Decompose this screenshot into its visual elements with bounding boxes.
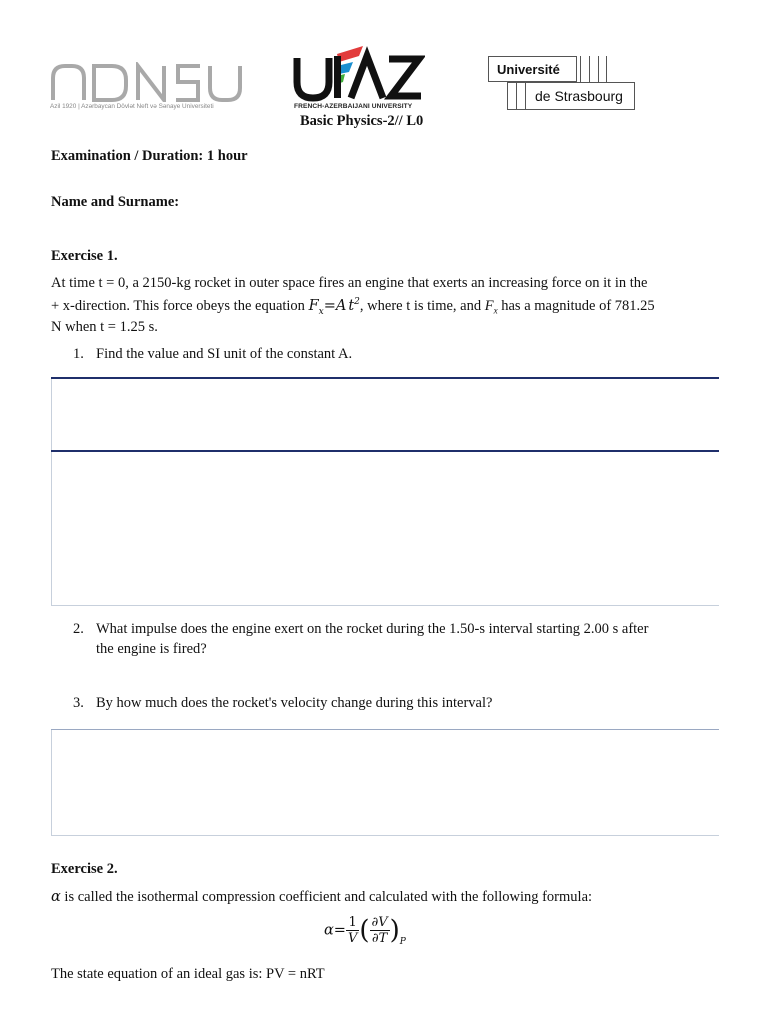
question2-text-line2: the engine is fired? [96,641,207,657]
eq-symbol: A [335,297,347,314]
right-paren: ) [389,915,400,946]
strasbourg-line1: Université [488,56,577,82]
question3-text: By how much does the rocket's velocity change during this interval? [96,695,493,711]
numerator: ∂V [371,915,388,930]
exercise2-intro [51,889,592,906]
ufaz-wordmark-graphic [293,44,425,102]
question-number: 3. [73,695,84,711]
adnsu-subtitle: Azil 1920 | Azərbaycan Dövlət Neft və Sənaye Universiteti [50,103,214,110]
ideal-gas-equation: The state equation of an ideal gas is: PV = nRT [51,966,325,982]
eq-subscript: x [318,306,324,317]
formula-equals: = [333,922,346,939]
question-number: 2. [73,621,84,637]
answer-box-1[interactable] [51,378,719,606]
answer-box-2-top-rule [51,729,719,730]
exercise1-title: Exercise 1. [51,248,118,264]
adnsu-logo [50,62,246,114]
formula-subscript: P [399,937,406,948]
text-run: x [493,305,498,316]
course-title: Basic Physics-2// L0 [300,113,424,129]
strasbourg-bar [525,82,526,110]
strasbourg-bar [589,56,590,82]
ufaz-logo [293,44,425,116]
question-number: 1. [73,346,84,362]
strasbourg-line2: de Strasbourg [507,82,635,110]
exercise1-intro-line3: N when t = 1.25 s. [51,319,158,335]
text-run: , where t is time, and [359,297,485,314]
denominator: ∂T [371,931,388,946]
fraction-dv-dt [370,915,390,946]
force-equation [308,297,360,317]
strasbourg-bar [598,56,599,82]
text-run: has a magnitude of 781.25 [497,297,655,314]
eq-symbol: F [308,297,319,314]
question2-text-line1: What impulse does the engine exert on the rocket during the 1.50-s interval starting 2.00 s after [96,621,649,637]
strasbourg-bar [580,56,581,82]
formula-lhs: α [324,922,334,939]
answer-box-1-top-rule [51,377,719,379]
fraction-one-over-v [346,915,359,946]
exercise1-intro-line2 [51,297,655,317]
question1-text: Find the value and SI unit of the constant A. [96,346,353,362]
left-paren: ( [359,915,370,946]
exercise1-intro-line1: At time t = 0, a 2150-kg rocket in outer space fires an engine that exerts an increasing force on it in the [51,275,648,291]
name-surname-label: Name and Surname: [51,194,180,210]
ufaz-subtitle: FRENCH-AZERBAIJANI UNIVERSITY [294,103,413,110]
text-run: F [484,297,494,314]
alpha-symbol: α [51,889,61,905]
answer-box-1-middle-rule [51,450,719,452]
eq-superscript: 2 [354,297,360,307]
strasbourg-bar [516,82,517,110]
eq-symbol: t [348,297,355,314]
strasbourg-logo [488,56,638,112]
adnsu-wordmark-graphic [50,62,246,102]
strasbourg-bar [606,56,607,82]
numerator: 1 [346,915,359,931]
eq-symbol: = [323,297,336,314]
exercise2-title: Exercise 2. [51,861,118,877]
exam-duration: Examination / Duration: 1 hour [51,148,248,164]
text-run: + x-direction. This force obeys the equation [51,297,309,314]
answer-box-2[interactable] [51,730,719,836]
text-run: is called the isothermal compression coefficient and calculated with the following formula: [60,889,593,905]
denominator: V [347,931,358,946]
compression-formula [324,915,406,946]
